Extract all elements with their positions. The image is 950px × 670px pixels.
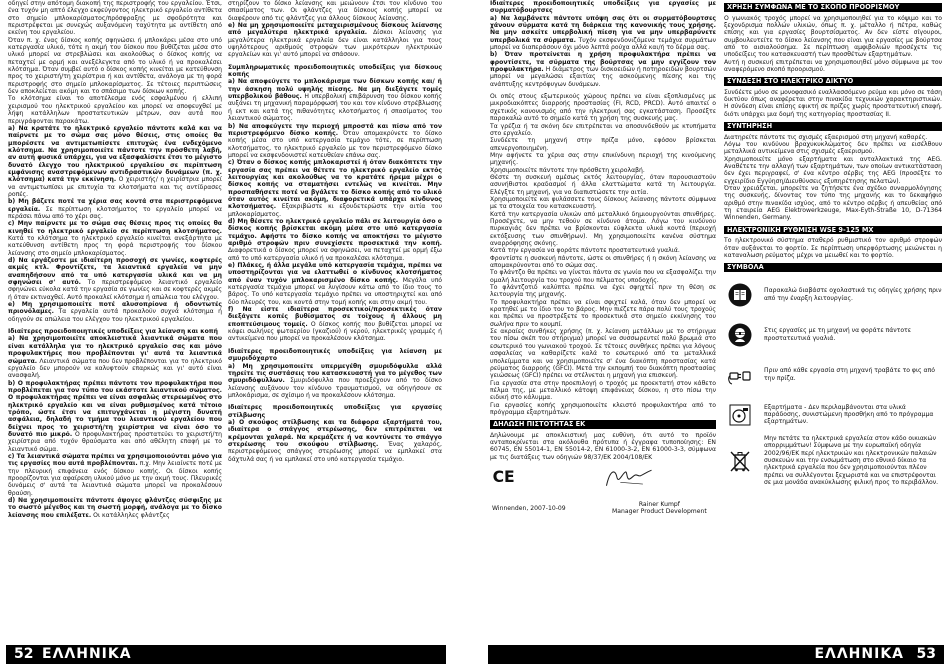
paragraph: Οι οπές στους εξωτερικούς χώρους πρέπει να είναι εξοπλισμένες με μικροδιακόπτες διαρροής προστασίας (FI, RCD, PRCD). Αυτό απαιτεί ο σχετικός κανονισμός από την ηλεκτρική σας εγκατάσταση. Προσέξτε παρακαλώ αυτό το σημείο κατά τη χρήση της συσκευής μας. — [490, 93, 716, 123]
symbol-description: Παρακαλώ διαβάστε οχολαστικά τις οδηγίες χρήσης πριν από την έναρξη λειτουργίας. — [764, 287, 942, 302]
body-text: Δίσκοι λείανσης για μεγαλύτερα ηλεκτρικά εργαλεία δεν είναι κατάλληλοι για τους υψηλότερους αριθμούς στροφών των μικρότερων ηλεκτρικών εργαλείων και γι' αυτό μπορεί να σπάσουν. — [228, 29, 442, 59]
paragraph: Διατηρείτε πάντοτε τις σχισμές εξαερισμού στη μηχανή καθαρές. — [724, 133, 928, 141]
instruction-a — [490, 15, 716, 52]
instruction-c — [8, 453, 222, 497]
instruction-b — [8, 198, 222, 220]
language-label: ΕΛΛΗΝΙΚΑ — [814, 646, 904, 662]
bold-text: b) Μη βάζετε ποτέ τα χέρια σας κοντά στα περιστρεφόμενα εργαλεία. — [8, 198, 222, 213]
instruction-c — [8, 220, 222, 257]
symbol-row — [724, 435, 942, 487]
instruction-c — [228, 159, 442, 218]
instruction-a — [8, 125, 222, 198]
ce-mark-icon — [492, 467, 516, 485]
paragraph: Λόγω του κινδύνου βραχυκυκλώματος δεν πρέπει να εισέλθουν μεταλλικά αντικείμενα στις σχισμές εξαερισμού. — [724, 140, 942, 156]
paragraph: Το ηλεκτρονικό σύστημα σταθερό ρυθμιστικό τον αριθμό στροφών όταν αυξάνεται το φορτίο. Σε περίπτωση υπερφόρτωσης μειώνεται η καταναλωση ρεύματος μέχρι να μειωθεί και το φορτίο. — [724, 237, 942, 259]
signature-date: Winnenden, 2007-10-09 — [492, 505, 566, 513]
paragraph: Για εργασία στα στην προεπιλογή ο τροχός με προεκτατή στον κάθετο πέλμα της, με μεταλλικό κάτοψη επιφάνειας δίσκου, η στο πίσω την ειδική στο κάλυμμα. — [490, 379, 716, 402]
instruction-b — [228, 123, 442, 160]
paragraph: Συνδέετε τη μηχανή στην πρίζα μόνο, εφόσον βρίσκεται απενεργοποιημένη. — [490, 137, 716, 152]
instruction-a — [8, 335, 222, 379]
paragraph: Φροντίστε η συσκευή πάντοτε, ώστε οι σπινθήρες ή η σκόνη λείανσης να απομακρύνονται από το σώμα σας. — [490, 254, 716, 270]
bold-text: a) Ο σκούφος στίλβωσης και τα διάφορα εξαρτήματά του, ιδιαίτερα ο σπάγγος στερέωσης, δεν επιτρέπεται να κρέμονται χαλαρά. Να κρεμάζετε ή να κοντύνετε το σπάγγο στερέωσης του σκούφου στίλβωσης. — [228, 418, 442, 448]
body-text: Μεγάλα υπό κατεργασία τεμάχια μπορεί να λυγίσουν κάτω από το ίδιο τους το βάρος. Το υπό κατεργασία τεμάχιο πρέπει να υποστηριχτεί και από δύο πλευρές του, και κοντά στην τομή κοπής και στην ακμή του. — [228, 276, 442, 306]
ce-mark-text: CE — [492, 468, 515, 486]
symbol-description: Εξαρτήματα - Δεν περιλαμβάνονται στα υλικά παράδοσης, συνιστώμενη προσθήκη από το πρόγραμμα εξαρτημάτων. — [764, 403, 934, 426]
instruction-e — [8, 301, 222, 323]
left-column-1 — [8, 0, 222, 645]
electronic-regulation-header: ΗΛΕΚΤΡΟΝΙΚΗ ΡΥΘΜΙΣΗ WSE 9-125 MX — [724, 226, 942, 235]
symbol-row — [724, 355, 942, 395]
body-text: Λειαντικά σώματα που δεν προβλέπονται για το ηλεκτρικό εργαλείο δεν μπορούν να καλυφτούν επαρκώς και γι' αυτό είναι ανασφαλή. — [8, 357, 222, 380]
bold-text: c) Όταν ο δίσκος κοπής μπλοκαριστεί ή όταν διακόπτετε την εργασία σας πρέπει να θέτετε το ηλεκτρικό εργαλείο εκτός λειτουργίας και ακολούθως να το κρατάτε ήρεμα μέχρι ο δίσκος κοπής να σταματήσει εντελώς να κινείται. Μην προσπαθήσετε ποτέ να βγάλετε το δίσκο κοπής από το υλικό όταν αυτός κινείται ακόμη, διαφορετικά υπάρχει κίνδυνος κλοτσήματος. — [228, 159, 442, 211]
bold-text: a) Να λαμβάνετε πάντοτε υπόψη σας ότι οι συρματόβουρτσες χάνουν σύρματα κατά τη διάρκεια της κανονικής τους χρήσης. Να μην ασκείτε υπερβολική πίεση για να μην υπερβαρύνετε υπερβολικά τα σύρματα. — [490, 14, 716, 44]
paragraph: Χρησιμοποιείτε μόνο εξαρτήματα και ανταλλακτικά της AEG. Αναθέτετε την αλλαγή των εξαρτημάτων, των οποίων αντικατάσταση δεν έχει περιγραφεί, σ' ένα κέντρο σέρβις της AEG (προσέξτε το εγχειρίδιο Εγγύηση/Διευθύνσεις εξυπηρέτησης πελατών). — [724, 155, 942, 185]
symbol-description: Στις εργασίες με τη μηχανή να φοράτε πάντοτε προστατευτικά γυαλιά. — [764, 327, 912, 342]
weee-bin-icon — [728, 449, 752, 473]
instruction-f — [228, 306, 442, 343]
body-text: Ο δίσκος κοπής που βυθίζεται μπορεί να κόψει σωλήνες φωταερίου (γκαζιού) ή νερού, ηλεκτρικές γραμμές ή αντικείμενα που μπορεί να προκαλέσουν κλότσημα. — [228, 320, 442, 343]
section-heading: Ιδιαίτερες προειδοποιητικές υποδείξεις για εργασίες με συρματόβουρτσες — [490, 0, 716, 15]
bold-text: d) Μη θέσετε το ηλεκτρικό εργαλείο πάλι σε λειτουργία όσο ο δίσκος κοπής βρίσκεται ακόμη μέσα στο υπό κατεργασία τεμάχιο. Αφήστε το δίσκο κοπής να αποκτήσει το μέγιστο αριθμό στροφών πριν συνεχίσετε προσεκτικά την κοπή. — [228, 217, 442, 247]
bold-text: c) Τα λειαντικά σώματα πρέπει να χρησιμοποιούνται μόνο για τις εργασίες που αυτά προβλέπονται. — [8, 452, 222, 468]
right-column-1 — [490, 0, 716, 648]
declaration-text: Δηλώνουμε με αποκλειστική μας ευθύνη, ότι αυτό το προϊόν ανταποκρίνεται στα ακόλουθα πρότυπα ή έγγραφα τυποποίησης: EN 60745, EN 55014-1, EN 55014-2, EN 61000-3-2, EN 61000-3-3, σύμφωνα με τις διατάξεις των οδηγιών 98/37/ΕΚ 2004/108/ΕΚ — [490, 431, 716, 461]
body-text: Το περιστρεφόμενο λειαντικό εργαλείο σφηνώνει εύκολα κατά την εργασία σε γωνίες και σε κοφτερές ακμές ή όταν εκτιναχθεί. Αυτό προκαλεί κλότσημα ή απώλεια του ελέγχου. — [8, 279, 222, 301]
mains-header: ΣΥΝΔΕΣΗ ΣΤΟ ΗΛΕΚΤΡΙΚΟ ΔΙΚΤΥΟ — [724, 77, 942, 86]
signatory-name: Rainer Kumpf — [638, 501, 680, 509]
signatory — [612, 501, 707, 516]
body-text: Όταν απομακρύνετε το δίσκο κοπής μέσα στο υπό κατεργασία τεμάχιο τότε, σε περίπτωση κλοτσήματος, το ηλεκτρικό εργαλείο με τον περιστρεφόμενο δίσκο μπορεί να εκσφενδονιστεί κατευθείαν επάνω σας. — [228, 129, 442, 159]
maintenance-header: ΣΥΝΤΗΡΗΣΗ — [724, 122, 942, 131]
body-text: Η υπερβολική επιβάρυνση του δίσκου κοπής αυξάνει τη μηχανική παραμόρφωσή του και τον κίνδυνο στρέβλωσης ή εκτ και κατά της πιθανότητες κλοτσήματος ή σπασίματος του λειαντικού σώματος. — [228, 93, 442, 123]
accessory-icon — [728, 403, 752, 427]
unplug-icon — [728, 363, 752, 387]
instruction-d — [228, 218, 442, 262]
body-text: Διαφορετικά ο δίσκος μπορεί να σφηνώσει, να πεταχτεί με ορμή έξω από το υπό κατεργασία υλικό ή να προκαλέσει κλότσημα. — [228, 247, 442, 262]
safety-goggles-icon — [728, 323, 752, 347]
left-column-2 — [228, 0, 442, 645]
paragraph: Θέστε τη συσκευή αμέσως εκτός λειτουργίας, όταν παρουσιαστούν ασυνήθιστοι κραδασμοί ή άλλα ελαττώματα κατά τη λειτουργία. Ελέγξτε τη μηχανή, για να διαπιστώσετε την αιτία. — [490, 173, 716, 196]
read-manual-icon — [728, 283, 752, 307]
paragraph: Κατά την κατεργασία υλικών από μεταλλικό δημιουργούνται σπινθήρες. Προσέχετε, να μην τεθούν σε κίνδυνο άτομα. Λόγω του κινδύνου πυρκαγιάς δεν πρέπει να βρίσκονται εύφλεκτα υλικά κοντά (περιοχή εκτόξευσης των σπινθήρων). Μη χρησιμοποιείτε κανένα σύστημα αναρρόφησης σκόνης. — [490, 210, 716, 247]
left-page-footer — [6, 645, 446, 664]
paragraph: Συνδέετε μόνο σε μονοφασικό εναλλασσόμενο ρεύμα και μόνο σε τάση δικτύου όπως αναφέρεται στην πινακίδα τεχνικών χαρακτηριστικών. Η σύνδεση είναι επίσης εφικτή σε πρίζες χωρίς προστατευτική επαφή, διότι υπάρχει μια δομή της κατηγορίας προστασίας II. — [724, 88, 942, 118]
instruction-b — [490, 51, 716, 88]
body-text: Ο χειριστής/ η χειρίστρια μπορεί να αντιμετωπίσει με επιτυχία τα κλοτσήματα και τις αντίδρασες ροπές. — [8, 176, 222, 198]
bold-text: e) Πλάκες, ή άλλα μεγάλα υπό κατεργασία τεμάχια, πρέπει να υποστηρίζονται για να ελαττωθεί ο κίνδυνος κλοτσήματος από έναν τυχόν μπλοκαρισμένο δίσκο κοπής. — [228, 262, 442, 284]
bold-text: a) Να χρησιμοποιείτε αποκλειστικά λειαντικά σώματα που είναι κατάλληλα για το ηλεκτρικό εργαλείο σας και μόνο προφυλακτήρες που προβλέπονται γι' αυτά τα λειαντικά σώματα. — [8, 335, 222, 365]
body-text: Εξακριβώστε κι εξουδετερώστε την αιτία του μπλοκαρίσματος. — [228, 203, 442, 218]
paragraph: Όταν χρειάζεται, μπορείτε να ζητήσετε ένα σχέδιο συναρμολόγησης της συσκευής, δίνοντας τον τύπο της μηχανής και το δεκαψήφιο αριθμό στην πινακίδα ισχύος, από το κέντρο σέρβις ή απευθείας από τη εταιρεία AEG Elektrowerkzeuge, Max-Eyth-Straße 10, D-71364 Winnenden, Germany. — [724, 185, 942, 222]
paragraph: Το φλάντζο θα πρέπει να γίνεται πάντα σε γωνία που να εξασφαλίζει την ομαλή λειτουργία του τροχού που πέλματος υποδοχής. — [490, 269, 716, 284]
symbol-description: Μην πετάτε τα ηλεκτρικά εργαλεία στον κάδο οικιακών απορριμμάτων! Σύμφωνα με την ευρωπαϊκή οδηγία 2002/96/ΕΚ περί ηλεκτρικών και ηλεκτρονικών παλαιών συσκευών και την ενσωμάτωση στο εθνικό δίκαιο τα ηλεκτρικά εργαλεία που δεν χρησιμοποιούνται πλέον πρέπει να συλλέγονται ξεχωριστά και να επιστρέφονται σε μια μονάδα ανακύκλωσης φιλική προς το περιβάλλον. — [764, 435, 939, 487]
paragraph: Χρησιμοποιείτε και φυλάσσετε τους δίσκους λείανσης πάντοτε σύμφωνα με τα στοιχεία του κατασκευαστή. — [490, 195, 716, 211]
bold-text: f) Να είστε ιδιαίτερα προσεκτικοί/προσεκτικές όταν διεξάγετε κοπές βυθίσματος σε τοίχους ή άλλους μη εποπτεύσιμους τομείς. — [228, 306, 442, 328]
paragraph: Για εργασίες κοπής χρησιμοποιείτε κλειστό προφυλακτήρα από το πρόγραμμα εξαρτημάτων. — [490, 401, 716, 416]
declaration-header: ΔΗΛΩΣΗ ΠΙΣΤΟΤΗΤΑΣ ΕΚ — [490, 420, 716, 429]
bold-text: c) Μην παίρνετε με το σώμα σας θέσεις προς τις οποίες θα κινηθεί το ηλεκτρικό εργαλείο σε περίπτωση κλοτσήματος. — [8, 220, 222, 235]
body-text: π.χ. Μην λειαίνετε ποτέ με την πλευρική επιφάνεια ενός δίσκου κοπής. Οι δίσκοι κοπής προορίζονται για αφαίρεση υλικού μόνο με την ακμή τους. Πλευρικές δυνάμεις σ' αυτά τα λειαντικά σώματα μπορεί να προκαλέσουν θραύση. — [8, 460, 222, 497]
body-text: Τα εργαλεία αυτά προκαλούν συχνά κλότσημα ή οδηγούν σε απώλεια του ελέγχου του ηλεκτρικού εργαλείου. — [8, 308, 222, 323]
instruction-a — [228, 419, 442, 463]
paragraph: οδηγεί στην απότομη διακοπή της περιστροφής του εργαλείου. Έτσι, ένα τυχόν μη απτό έλεγχο εκφεύγοντος ηλεκτρικό εργαλείο αντίθετα στο σημείο μπλοκαρίσματος/πρόσφραξης με σφοδρότητα και περιστρέφεται με συνεχώς αυξανόμενη ταχύτητα με αντίθετη από εκείνη του εργαλείου. — [8, 0, 222, 37]
bold-text: e) Να μη χρησιμοποιείτε μεταχειρισμένους δίσκους λείανσης από μεγαλύτερα ηλεκτρικά εργαλεία. — [228, 22, 442, 37]
body-text: Τυχόν εκσφενδονιζόμενα τεμάχια συρμάτων μπορεί να διαπεράσουν όχι μόνο λεπτά ρούχα αλλά και/ή το δέρμα σας. — [490, 36, 716, 52]
right-page-footer — [488, 645, 944, 664]
bold-text: d) Να εργάζεστε με ιδιαίτερη προσοχή σε γωνίες, κοφτερές ακμές κτλ. Φροντίζετε, τα λειαντικά εργαλεία να μην αναπηδήσουν από τα υπό κατεργασία υλικά και να μη σφηνώσει σ' αυτό. — [8, 257, 222, 287]
instruction-e — [228, 262, 442, 306]
bold-text: b) Όταν προτείνεται η χρήση προφυλακτήρα πρέπει να φροντίσετε, τα σύρματα της βούρτσας να μην εγγίζουν τον προφυλακτήρα. — [490, 51, 716, 74]
signature-block — [490, 465, 716, 535]
bold-text: b) Να αποφεύγετε την περιοχή μπροστά και πίσω από τον περιστρεφόμενο δίσκο κοπής. — [228, 122, 442, 137]
paragraph: Μην αφήνετε τα χέρια σας στην επικίνδυνη περιοχή της κινούμενης μηχανής. — [490, 151, 716, 167]
body-text: Κατά το κλότσημα το ηλεκτρικό εργαλείο κινείται ανεξάρτητα με κατεύθυνση αντίθετη προς τη φορά περιστροφής του δίσκου λείανσης στο σημείο μπλοκαρίσματος. — [8, 235, 222, 257]
instruction-a — [228, 363, 442, 400]
bold-text: e) Μη χρησιμοποιείτε ποτέ αλυσοπρίονα ή οδοντωτές πριονόλαμες. — [8, 301, 222, 316]
right-column-2 — [724, 0, 942, 648]
instruction-e — [228, 22, 442, 59]
bold-text: a) Να αποφεύγετε το μπλοκάρισμα των δίσκων κοπής και/ ή την άσκηση πολύ υψηλής πίεσης. Να μη διεξάγετε τομές υπερβολικού βάθους. — [228, 78, 442, 101]
signatory-title: Manager Product Development — [612, 508, 707, 516]
bold-text: a) Μη χρησιμοποιείτε υπερμεγέθη σμυριδόφυλλα αλλά τηρείτε τις συστάσεις του κατασκευαστή για το μέγεθος των σμυριδόφυλλων. — [228, 362, 442, 385]
body-text: Η διάμετρος των δισκοειδών ή ποτηροειδών βουρτσών μπορεί να μεγαλώσει εξαιτίας της ασκούμενης πίεσης και της ανάπτυξης κεντρόφυγων δυνάμεων. — [490, 66, 716, 88]
use-header: ΧΡΗΣΗ ΣΥΜΦΩΝΑ ΜΕ ΤΟ ΣΚΟΠΟ ΠΡΟΟΡΙΣΜΟΥ — [724, 3, 942, 12]
section-heading: Συμπληρωματικές προειδοποιητικές υποδείξεις για δίσκους κοπής — [228, 63, 442, 79]
symbols-header: ΣΥΜΒΟΛΑ — [724, 263, 942, 272]
signature-icon — [602, 465, 656, 491]
body-text: Οι κατάλληλες φλάντζες — [91, 511, 170, 519]
paragraph: Κατά την εργασία να φοράτε πάντοτε προστατευτικά γυαλιά. — [490, 247, 680, 255]
paragraph: Χρησιμοποιείτε πάντοτε την πρόσθετη χειρολαβή. — [490, 166, 645, 174]
instruction-d — [8, 257, 222, 301]
paragraph: στηρίζουν το δίσκο λείανσης και μειώνουν έτσι τον κίνδυνο του σπασίματος των. Οι φλάντζες για δίσκους κοπής μπορεί να διαφέρουν από τις φλάντζες για άλλους δίσκους λείανσης. — [228, 0, 442, 22]
body-text: Ο προφυλακτήρας προστατεύει το χειριστή/τη χειρίστρια από τυχόν θραύσματα και από αθέλητη επαφή με το λειαντικό σώμα. — [8, 430, 222, 453]
page-number: 52 — [14, 646, 34, 662]
paragraph: Όταν π. χ. ένας δίσκος κοπής σφηνώσει ή μπλοκάρει μέσα στο υπό κατεργασία υλικό, τότε η ακμή του δίσκου που βυθίζεται μέσα στο υλικό μπορεί να στρεβλώσει και ακολούθως ο δίσκος κοπής να πεταχτεί με ορμή και ανεξέλεγκτα από το υλικό ή να προκαλέσει κλότσημα. Όταν συμβεί αυτό ο δίσκος κοπής κινείται με κατεύθυνση προς το χειριστή/τη χειρίστρια ή και αντίθετα, ανάλογα με τη φορά περιστροφής στο σημείο μπλοκαρίσματος. Σε τέτοιες περιπτώσεις δεν αποκλείεται ακόμη και το σπάσιμο των δίσκων κοπής. — [8, 36, 222, 96]
bold-text: b) Ο προφυλακτήρας πρέπει πάντοτε τον προφυλακτήρα που προβλέπεται για τον τύπο του εκάστοτε λειαντικού σώματος. Ο προφυλακτήρας πρέπει να είναι ασφαλώς στερεωμένος στο ηλεκτρικό εργαλείο και να είναι ρυθμισμένος κατά τέτοιο τρόπο, ώστε έτσι να επιτυγχάνεται η μέγιστη δυνατή ασφάλεια, δηλαδή το τμήμα του λειαντικού εργαλείου που δείχνει προς το χειριστή/τη χειρίστρια να είναι όσο το δυνατό πιο μικρό. — [8, 379, 222, 438]
section-heading: Ιδιαίτερες προειδοποιητικές υποδείξεις για λείανση με σμυριδόχαρτο — [228, 347, 442, 363]
page-number: 53 — [916, 646, 936, 662]
paragraph: Ο γωνιακός τροχός μπορεί να χρησιμοποιηθεί για το κόψιμο και το ξεχονδρισμα πολλών υλικών, όπως π. χ. μέταλλο ή πέτρα, καθώς επίσης και για εργασίες βουρτσίσματος. Αν δεν είστε σίγουροι, συμβουλευτείτε το δίσκο λείανσης που είναι για εργασίες με βούρτσα από το αισιαλούσημα. Σε περίπτωση αμφιβολιών προσέχετε τις υποδείξεις του κατασκευαστή των προσθέτων εξαρτημάτων. — [724, 14, 942, 59]
symbol-description: Πριν από κάθε εργασία στη μηχανή τραβάτε το φις από την πρίζα. — [764, 367, 935, 382]
paragraph: Το φλάντζοτιδ καλύπτει πρέπει να έχει σφηχτεί πριν τη θέση σε λειτουργία της μηχανής. — [490, 284, 716, 299]
paragraph: Το προφυλακτήρα πρέπει να είναι σφιχτεί καλά, όταν δεν μπορεί να κρατηθεί με το ίδιο του το βάρος. Μην πιέζετε πάρα πολύ τους τροχούς και πρέπει να προστρέξετε το προσεκτικά στο σημείο εκκίνησης του σωλήνα πριν το κουμπί. — [490, 298, 716, 328]
body-text: Ένας χαλαρός, περιστρεφόμενος σπάγγος στερέωσης μπορεί να εμπλακεί στα δάχτυλά σας ή να εμπλακεί στο υπό κατεργασία τεμάχιο. — [228, 440, 442, 463]
section-heading: Ιδιαίτερες προειδοποιητικές υποδείξεις για λείανση και κοπή — [8, 328, 218, 336]
paragraph: Σε ακραίες συνθήκες χρήσης (π. χ. λείανση μετάλλων με το στήριγμα του πίσω σκέπ του στήριγμα) μπορεί να συσσωρευτεί πολύ βρωμιά στο εσωτερικό του γωνιακού τροχού. Σε τέτοιες συνθήκες πρέπει για λόγους ασφαλείας να καθαρίζετε καλά το εσωτερικό από τα μεταλλικά υπολείμματα και να χρησιμοποιείτε σ' ένα διακόπτη προστασίας κατά ρεύματος διαρροής (GFCI). Μετά την εκπομπή του διακόπτη προστασίας γειώσεως (GFCI) πρέπει να στέλνεται η μηχανή για επισκευή. — [490, 328, 716, 380]
body-text: Σε περίπτωση κλοτσήματος το εργαλείο μπορεί να περάσει πάνω από το χέρι σας. — [8, 205, 222, 220]
symbol-row — [724, 315, 942, 355]
paragraph: Τα γρέζια ή τα σκόνη δεν επιτρέπεται να αποσυνδεθούν με κτυπήματα στο εργαλείο. — [490, 122, 716, 137]
symbol-row — [724, 275, 942, 315]
symbol-row — [724, 395, 942, 435]
bold-text: a) Να κρατάτε το ηλεκτρικό εργαλείο πάντοτε καλά και να παίρνετε με το σώμα σας μόνο θέσεις, στις οποίες θα μπορέσετε να αντιμετωπίσετε επιτυχώς ένα ενδεχόμενο κλότσημα. Να χρησιμοποιείτε πάντοτε την πρόσθετη λαβή, αν αυτή φυσικά υπάρχει, για να εξασφαλίσετε έτσι το μέγιστο δυνατό έλεγχο του ηλεκτρικού εργαλείου σε περίπτωση εμφάνισης αναστρεφόμενων αντιδραστικών δυνάμεων (π. χ. κλότσημα) κατά την εκκίνηση. — [8, 124, 222, 184]
paragraph: Το κλότσημα είναι το αποτέλεσμα ενός εσφαλμένου ή ελλιπή χειρισμού του ηλεκτρικού εργαλείου και μπορεί να αποφευχθεί με λήψη κατάλληλων προστατευτικών μέτρων, σαν αυτά που περιγράφονται παρακάτω. — [8, 95, 222, 125]
body-text: Σμυριδόφυλλα που προεξέχουν από το δίσκο λείανσης αυξάνουν τον κίνδυνο τραυματισμού, να οδηγήσουν σε μπλοκάρισμα, σε σχίσιμο ή να προκαλέσουν κλότσημα. — [228, 377, 442, 399]
language-label: ΕΛΛΗΝΙΚΑ — [42, 646, 132, 662]
section-heading: Ιδιαίτερες προειδοποιητικές υποδείξεις για εργασίες στίλβωσης — [228, 404, 442, 419]
instruction-a — [228, 78, 442, 122]
instruction-b — [8, 380, 222, 453]
bold-text: d) Να χρησιμοποιείτε πάντοτε άψογες φλάντζες σύσφιξης με το σωστό μέγεθος και τη σωστή μορφή, ανάλογα με το δίσκο λείανσης που επιλέξατε. — [8, 497, 222, 519]
paragraph: Αυτή η συσκευή επιτρέπεται να χρησιμοποιηθεί μόνο σύμφωνα με τον αναφερόμενο σκοπό προορισμού. — [724, 58, 942, 73]
instruction-d — [8, 497, 222, 519]
